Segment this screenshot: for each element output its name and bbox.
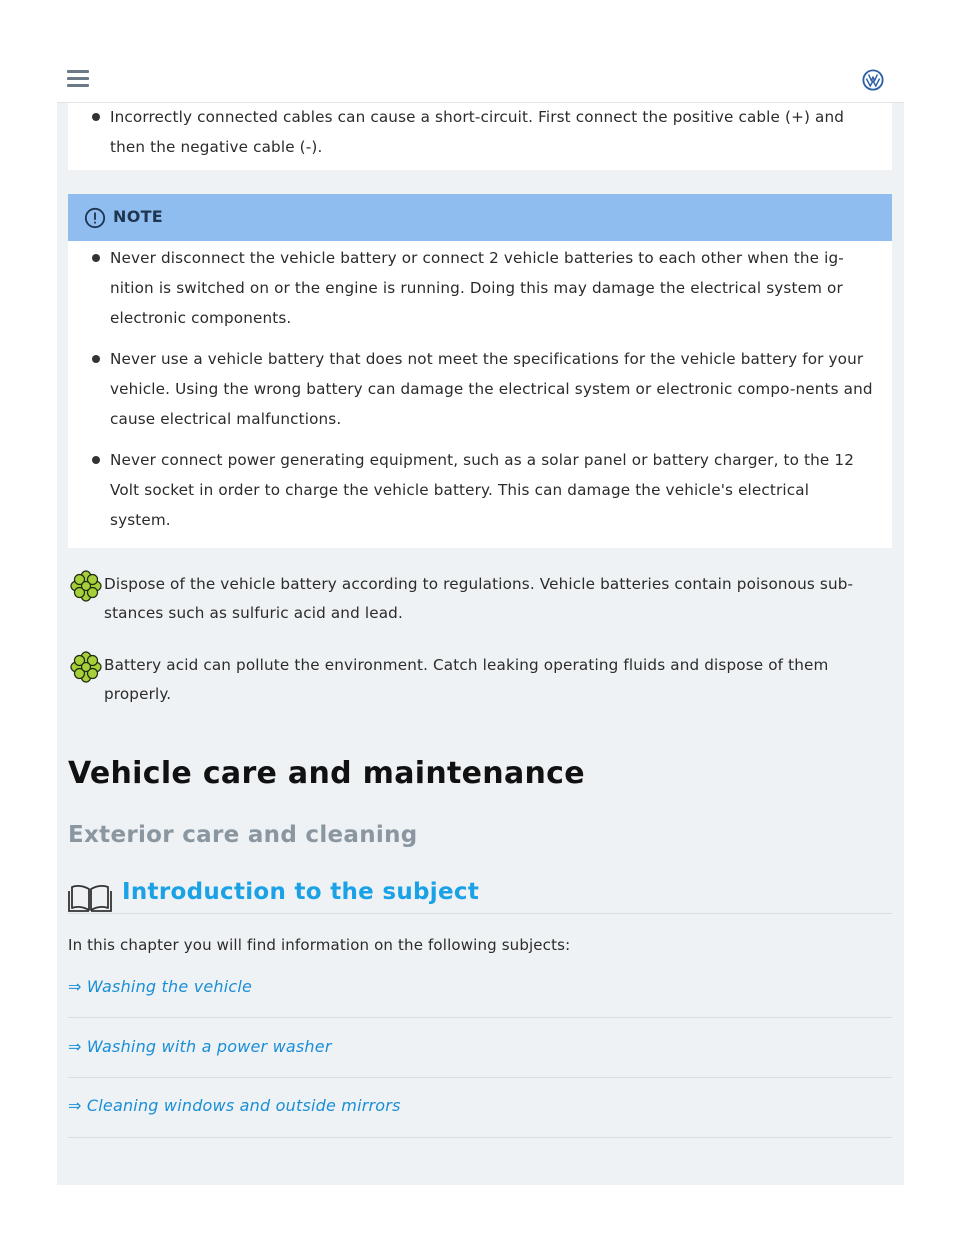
environment-note-text: Battery acid can pollute the environment. Catch leaking operating fluids and dispose of them properly. [104,656,829,703]
exclamation-circle-icon [84,207,106,229]
divider [68,1017,892,1018]
environment-note [70,570,892,628]
vw-logo-icon[interactable] [862,69,884,91]
divider [68,1077,892,1078]
top-bar [57,58,904,103]
list-item: Incorrectly connected cables can cause a short-circuit. First connect the positive cable (+) and then the negative cable (-). [68,102,892,162]
chapter-title: Vehicle care and maintenance [68,756,585,791]
environment-flower-icon [70,570,102,602]
intro-text: In this chapter you will find information on the following subjects: [68,936,571,954]
note-title: NOTE [113,207,164,226]
list-item: Never disconnect the vehicle battery or connect 2 vehicle batteries to each other when the ig-nition is switched on or the engine is running. Doing this may damage the electrical system or electronic components. [68,243,892,333]
section-subtitle: Exterior care and cleaning [68,822,418,848]
divider [68,913,892,914]
link-power-washer[interactable]: ⇒ Washing with a power washer [68,1037,332,1056]
hamburger-menu-icon[interactable] [67,70,89,88]
environment-note [70,651,892,709]
environment-flower-icon [70,651,102,683]
environment-note-text: Dispose of the vehicle battery according to regulations. Vehicle batteries contain poisonous sub-stances such as sulfuric acid and lead. [104,575,854,622]
link-washing-vehicle[interactable]: ⇒ Washing the vehicle [68,977,253,996]
warning-continuation-box [68,102,892,170]
note-header [68,194,892,241]
intro-heading: Introduction to the subject [122,879,480,905]
divider [68,1137,892,1138]
link-cleaning-windows[interactable]: ⇒ Cleaning windows and outside mirrors [68,1096,401,1115]
open-book-icon [68,883,112,913]
list-item: Never connect power generating equipment, such as a solar panel or battery charger, to the 12 Volt socket in order to charge the vehicle battery. This can damage the vehicle's electrical system. [68,445,892,535]
list-item: Never use a vehicle battery that does not meet the specifications for the vehicle battery for your vehicle. Using the wrong battery can damage the electrical system or electronic compo-nents and cause electrical malfunctions. [68,344,892,434]
note-box [68,194,892,548]
